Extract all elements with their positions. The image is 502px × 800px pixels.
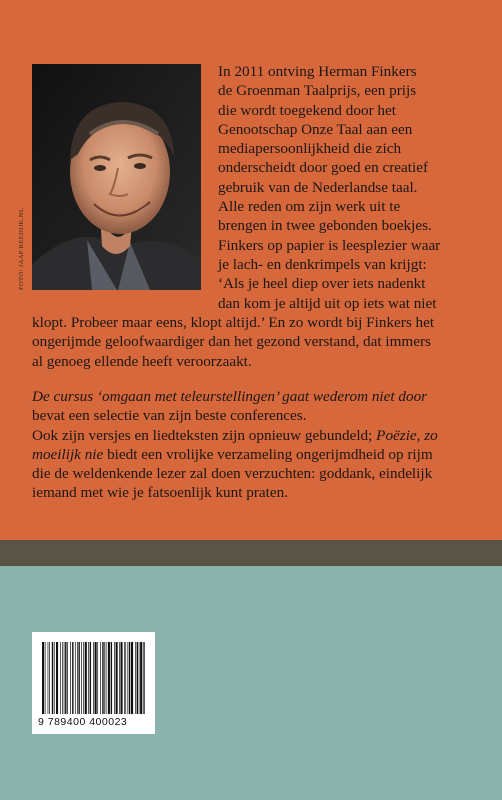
barcode-bar (48, 642, 49, 714)
barcode-bar (52, 642, 53, 714)
barcode-bar (90, 642, 91, 714)
blurb-line: gebruik van de Nederlandse taal. (218, 178, 418, 196)
paragraph-line (32, 426, 492, 445)
barcode-bar (56, 642, 58, 714)
barcode-bar (137, 642, 138, 714)
barcode-bar (88, 642, 89, 714)
book-title-line (32, 387, 492, 406)
barcode-bar (42, 642, 44, 714)
barcode-bar (67, 642, 68, 714)
photo-credit: FOTO: JAAP REEDIJK.NL (18, 207, 25, 290)
barcode-bar (139, 642, 140, 714)
barcode-bar (62, 642, 63, 714)
barcode-bar (102, 642, 103, 714)
blurb-line: ‘Als je heel diep over iets nadenkt (218, 275, 426, 293)
blurb-line: brengen in twee gebonden boekjes. (218, 217, 432, 235)
barcode-bar (72, 642, 73, 714)
barcode-bars (42, 642, 145, 714)
blurb-line: klopt. Probeer maar eens, klopt altijd.’ En zo wordt bij Finkers het (32, 314, 435, 331)
barcode-bar (83, 642, 84, 714)
blurb-line: je lach- en denkrimpels van krijgt: (218, 255, 427, 273)
barcode-bar (135, 642, 136, 714)
blurb-line: Finkers op papier is leesplezier waar (218, 236, 441, 254)
blurb-line: mediapersoonlijkheid die zich (218, 140, 402, 158)
isbn-number: 9 789400 400023 (38, 716, 128, 728)
barcode-bar (114, 642, 115, 714)
barcode-bar (124, 642, 125, 714)
barcode-bar (60, 642, 61, 714)
barcode-bar (127, 642, 128, 714)
barcode-bar (111, 642, 112, 714)
book-title: De cursus ‘omgaan met teleurstellingen’ gaat wederom niet door (32, 388, 428, 405)
barcode-bar (140, 642, 142, 714)
barcode-bar (116, 642, 118, 714)
blurb-line: In 2011 ontving Herman Finkers (218, 63, 417, 80)
book-title: Poëzie, zo (376, 426, 438, 444)
barcode-bar (104, 642, 105, 714)
blurb-line: onderscheidt door goed en creatief (218, 159, 428, 177)
barcode-bar (65, 642, 66, 714)
barcode-bar (106, 642, 107, 714)
blurb-line: al genoeg ellende heeft veroorzaakt. (32, 352, 252, 370)
barcode-bar (70, 642, 71, 714)
barcode-bar (45, 642, 46, 714)
barcode-bar (95, 642, 97, 714)
blurb-continuation (32, 313, 492, 371)
barcode-bar (77, 642, 78, 714)
barcode-bar (119, 642, 120, 714)
barcode-bar (64, 642, 65, 714)
barcode-bar (120, 642, 122, 714)
barcode-bar (144, 642, 145, 714)
barcode-bar (131, 642, 133, 714)
blurb-line: Genootschap Onze Taal aan een (218, 120, 413, 138)
paragraph-line: die de weldenkende lezer zal doen verzuchten: goddank, eindelijk (32, 465, 433, 483)
book-title: moeilijk nie (32, 445, 104, 463)
second-paragraph (32, 387, 492, 503)
barcode-bar (108, 642, 110, 714)
barcode-bar (100, 642, 101, 714)
paragraph-text: Ook zijn versjes en liedteksten zijn opnieuw gebundeld; (32, 426, 377, 444)
barcode-bar (81, 642, 82, 714)
barcode-bar (129, 642, 130, 714)
paragraph-text: biedt een vrolijke verzameling ongerijmdheid op rijm (103, 445, 433, 463)
blurb-line: Alle reden om zijn werk uit te (218, 198, 401, 216)
barcode-bar (75, 642, 76, 714)
blurb-line: die wordt toegekend door het (218, 101, 396, 119)
paragraph-line (32, 445, 492, 464)
blurb-column (218, 62, 480, 313)
barcode-bar (49, 642, 50, 714)
barcode-bar (97, 642, 98, 714)
blurb-line: de Groenman Taalprijs, een prijs (218, 82, 417, 100)
dark-divider-band (0, 540, 502, 566)
barcode-bar (93, 642, 94, 714)
blurb-line: ongerijmde geloofwaardiger dan het gezond verstand, dat immers (32, 333, 431, 351)
paragraph-line: bevat een selectie van zijn beste conferences. (32, 407, 307, 425)
blurb-line: dan kom je altijd uit op iets wat niet (218, 294, 437, 312)
barcode-bar (78, 642, 79, 714)
isbn-barcode (32, 632, 155, 734)
barcode-bar (85, 642, 87, 714)
barcode-bar (54, 642, 55, 714)
barcode-bar (125, 642, 126, 714)
author-photo (32, 64, 201, 290)
barcode-bar (143, 642, 144, 714)
paragraph-line: iemand met wie je fatsoenlijk kunt praten. (32, 484, 288, 502)
